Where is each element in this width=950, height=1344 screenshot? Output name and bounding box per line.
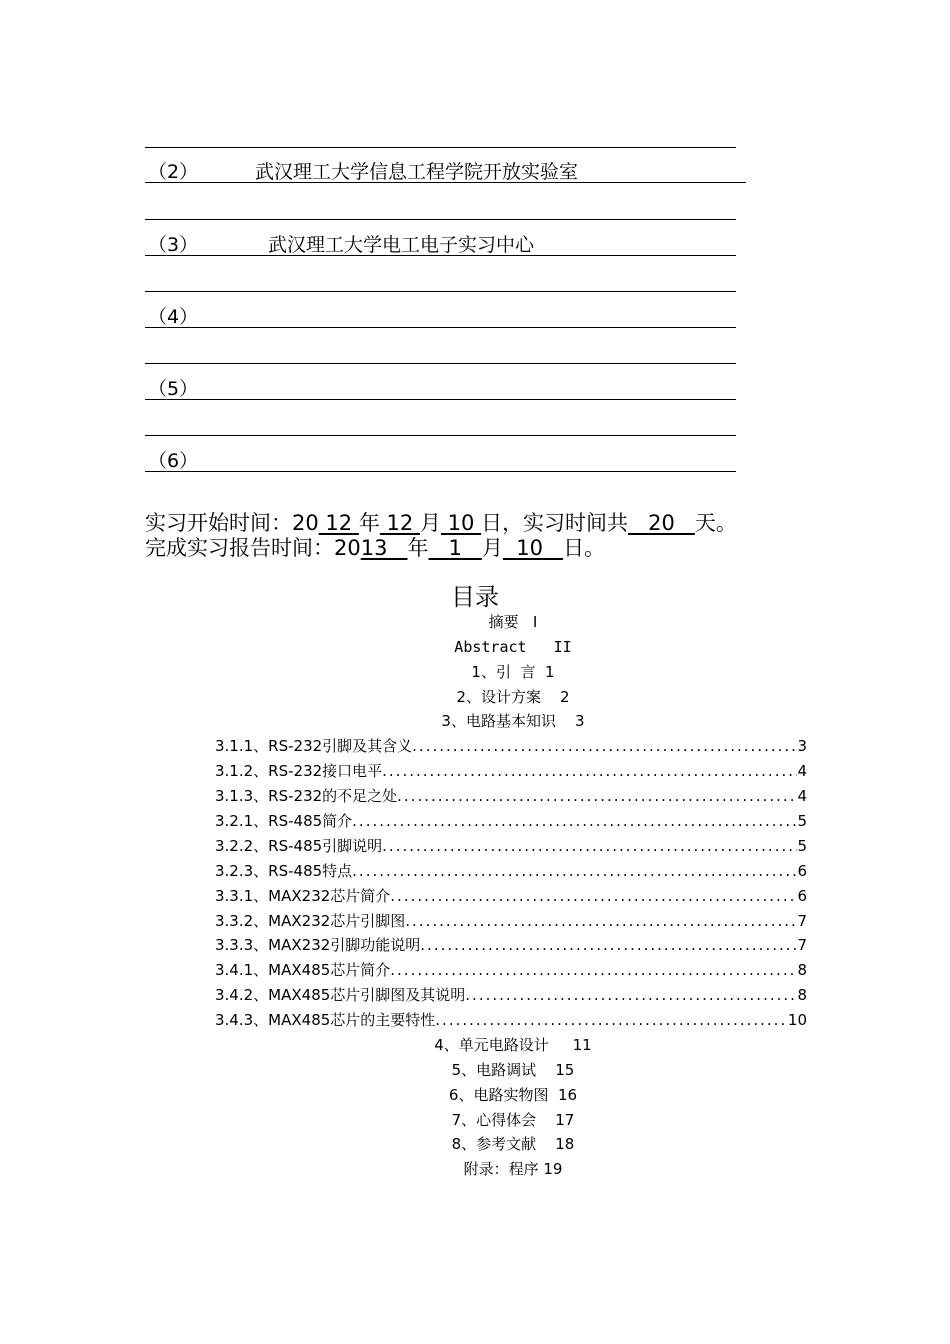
duration-prefix: ，实习时间共 xyxy=(502,511,629,535)
toc-subentry[interactable]: 3.4.3、MAX485芯片的主要特性 ..... 10 xyxy=(215,1010,807,1030)
toc-subentry[interactable]: 3.3.1、MAX232芯片简介 ..... 6 xyxy=(215,886,807,906)
toc-subentry[interactable]: 3.2.3、RS-485特点 ..... 6 xyxy=(215,861,807,881)
year-word: 年 xyxy=(358,511,380,535)
toc-subentry[interactable]: 3.3.3、MAX232引脚功能说明 ..... 7 xyxy=(215,935,807,955)
toc-subentry[interactable]: 3.4.2、MAX485芯片引脚图及其说明 ..... 8 xyxy=(215,985,807,1005)
rule-line xyxy=(145,147,736,148)
unit-label: （2） xyxy=(148,161,199,183)
start-day: 10 xyxy=(447,511,475,535)
toc-title: 目录 xyxy=(451,583,499,611)
toc-entry[interactable]: 6、电路实物图 16 xyxy=(448,1086,578,1104)
toc-subentry[interactable]: 3.2.1、RS-485简介 ..... 5 xyxy=(215,811,807,831)
finish-year: 13 xyxy=(360,536,388,560)
unit-label: （3） xyxy=(148,234,199,256)
duration-suffix: 天。 xyxy=(694,511,737,535)
toc-entry[interactable]: 2、设计方案 2 xyxy=(456,688,570,706)
rule-line xyxy=(145,327,736,328)
finish-suffix: 日。 xyxy=(563,536,606,560)
unit-label: （4） xyxy=(148,306,199,328)
toc-subentry[interactable]: 3.3.2、MAX232芯片引脚图 ..... 7 xyxy=(215,911,807,931)
start-month: 12 xyxy=(386,511,414,535)
finish-day: 10 xyxy=(516,536,544,560)
unit-label: （5） xyxy=(148,378,199,400)
rule-line xyxy=(145,219,736,220)
report-finish-line xyxy=(145,535,605,561)
rule-line xyxy=(145,399,736,400)
toc-subentry[interactable]: 3.2.2、RS-485引脚说明 ..... 5 xyxy=(215,836,807,856)
toc-subentry[interactable]: 3.1.2、RS-232接口电平 ..... 4 xyxy=(215,761,807,781)
start-year: 12 xyxy=(325,511,353,535)
finish-month: 1 xyxy=(448,536,462,560)
start-prefix: 实习开始时间：20 xyxy=(145,511,319,535)
unit-name: 武汉理工大学信息工程学院开放实验室 xyxy=(255,161,579,183)
toc-entry[interactable]: Abstract II xyxy=(454,638,572,656)
rule-line xyxy=(145,471,736,472)
month-word: 月 xyxy=(419,511,441,535)
toc-entry[interactable]: 7、心得体会 17 xyxy=(451,1111,575,1129)
unit-name: 武汉理工大学电工电子实习中心 xyxy=(268,234,535,256)
toc-entry[interactable]: 摘要 I xyxy=(488,613,538,631)
toc-entry[interactable]: 3、电路基本知识 3 xyxy=(441,712,585,730)
toc-entry[interactable]: 8、参考文献 18 xyxy=(451,1135,575,1153)
toc-entry[interactable]: 1、引 言 1 xyxy=(471,663,555,681)
day-word: 日 xyxy=(481,511,503,535)
toc-subentry[interactable]: 3.1.3、RS-232的不足之处 ..... 4 xyxy=(215,786,807,806)
duration-days: 20 xyxy=(648,511,675,535)
year-word: 年 xyxy=(407,536,429,560)
toc-entry[interactable]: 附录：程序 19 xyxy=(463,1160,563,1178)
toc-entry[interactable]: 5、电路调试 15 xyxy=(451,1061,575,1079)
toc-subentry[interactable]: 3.4.1、MAX485芯片简介 ..... 8 xyxy=(215,960,807,980)
rule-line xyxy=(145,363,736,364)
toc-entry[interactable]: 4、单元电路设计 11 xyxy=(434,1036,592,1054)
month-word: 月 xyxy=(481,536,503,560)
rule-line xyxy=(145,291,736,292)
rule-line xyxy=(145,435,736,436)
internship-start-line xyxy=(145,510,737,536)
toc-subentry[interactable]: 3.1.1、RS-232引脚及其含义 ..... 3 xyxy=(215,736,807,756)
finish-prefix: 完成实习报告时间：20 xyxy=(145,536,361,560)
unit-label: （6） xyxy=(148,450,199,472)
